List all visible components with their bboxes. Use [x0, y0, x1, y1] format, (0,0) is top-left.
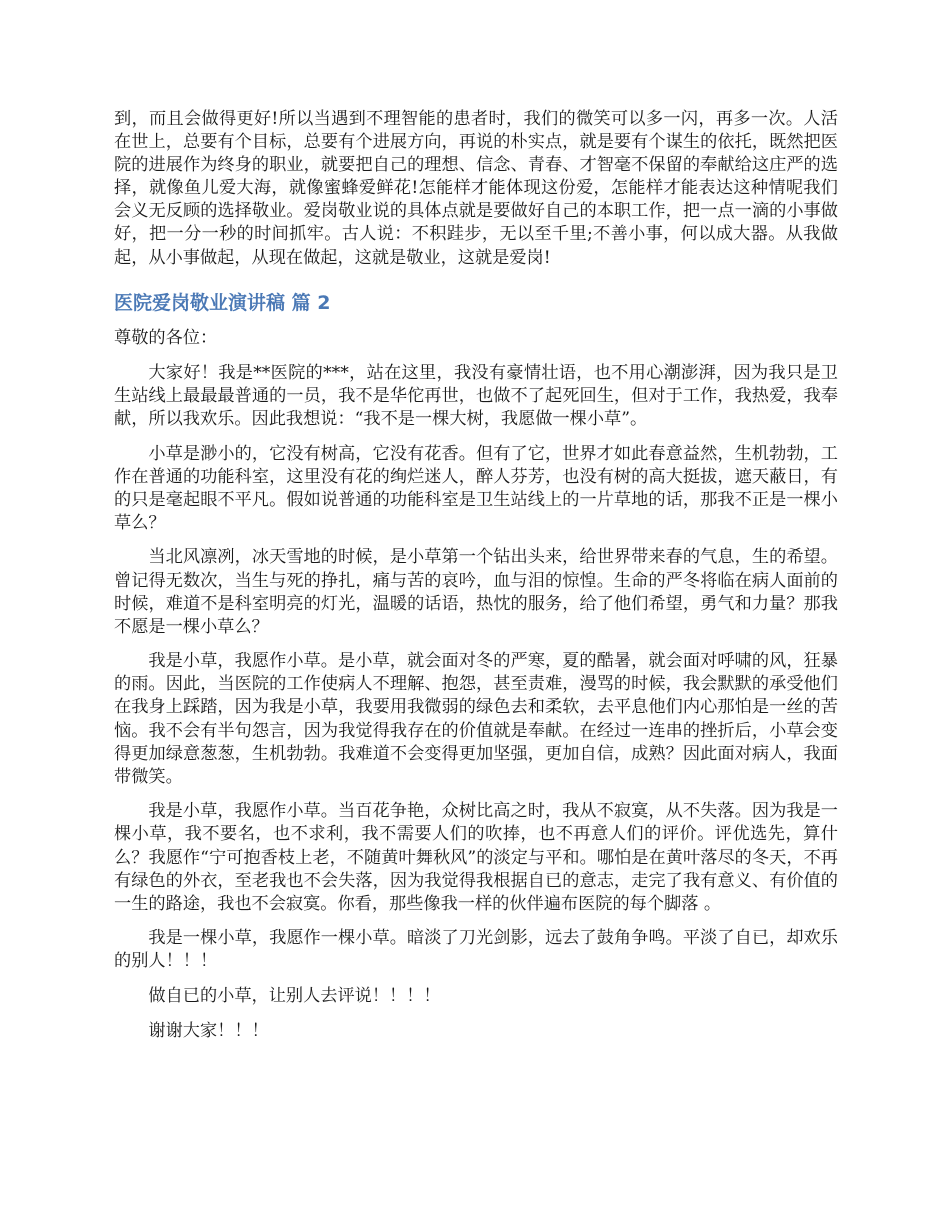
body-paragraph: 大家好！我是**医院的***，站在这里，我没有豪情壮语，也不用心潮澎湃，因为我只是卫生站线上最最最普通的一员，我不是华佗再世，也做不了起死回生，但对于工作，我热爱，我奉献，所以我欢乐。因此我想说：“我不是一棵大树，我愿做一棵小草”。: [114, 362, 838, 429]
intro-paragraph: 到，而且会做得更好!所以当遇到不理智能的患者时，我们的微笑可以多一闪，再多一次。人活在世上，总要有个目标，总要有个进展方向，再说的朴实点，就是要有个谋生的依托，既然把医院的进展作为终身的职业，就要把自己的理想、信念、青春、才智毫不保留的奉献给这庄严的选择，就像鱼儿爱大海，就像蜜蜂爱鲜花!怎能样才能体现这份爱，怎能样才能表达这种情呢我们会义无反顾的选择敬业。爱岗敬业说的具体点就是要做好自己的本职工作，把一点一滴的小事做好，把一分一秒的时间抓牢。古人说：不积跬步，无以至千里;不善小事，何以成大器。从我做起，从小事做起，从现在做起，这就是敬业，这就是爱岗!: [114, 109, 838, 268]
salutation: 尊敬的各位：: [114, 327, 218, 348]
closing-line: 谢谢大家！！！: [148, 1020, 269, 1041]
body-paragraph: 我是一棵小草，我愿作一棵小草。暗淡了刀光剑影，远去了鼓角争鸣。平淡了自已，却欢乐的别人！！！: [114, 928, 838, 972]
document-page: [114, 108, 838, 1043]
section-title: 医院爱岗敬业演讲稿 篇 2: [114, 291, 331, 314]
body-paragraph: 我是小草，我愿作小草。当百花争艳，众树比高之时，我从不寂寞，从不失落。因为我是一棵小草，我不要名，也不求利，我不需要人们的吹捧，也不再意人们的评价。评优选先，算什么？我愿作“宁可抱香枝上老，不随黄叶舞秋风”的淡定与平和。哪怕是在黄叶落尽的冬天，不再有绿色的外衣，至老我也不会失落，因为我觉得我根据自已的意志，走完了我有意义、有价值的一生的路途，我也不会寂寞。你看，那些像我一样的伙伴遍布医院的每个脚落 。: [114, 801, 838, 914]
body-paragraph: 小草是渺小的，它没有树高，它没有花香。但有了它，世界才如此春意益然，生机勃勃，工作在普通的功能科室，这里没有花的绚烂迷人，醉人芬芳，也没有树的高大挺拔，遮天蔽日，有的只是毫起眼不平凡。假如说普通的功能科室是卫生站线上的一片草地的话，那我不正是一棵小草么？: [114, 443, 838, 533]
body-paragraph: 当北风凛冽，冰天雪地的时候，是小草第一个钻出头来，给世界带来春的气息，生的希望。曾记得无数次，当生与死的挣扎，痛与苦的哀吟，血与泪的惊惶。生命的严冬将临在病人面前的时候，难道不是科室明亮的灯光，温暖的话语，热忱的服务，给了他们希望，勇气和力量？那我不愿是一棵小草么？: [114, 547, 838, 637]
body-paragraph: 我是小草，我愿作小草。是小草，就会面对冬的严寒，夏的酷暑，就会面对呼啸的风，狂暴的雨。因此，当医院的工作使病人不理解、抱怨，甚至责难，漫骂的时候，我会默默的承受他们在我身上踩踏，因为我是小草，我要用我微弱的绿色去和柔软，去平息他们内心那怕是一丝的苦恼。我不会有半句怨言，因为我觉得我存在的价值就是奉献。在经过一连串的挫折后，小草会变得更加绿意葱葱，生机勃勃。我难道不会变得更加坚强，更加自信，成熟？因此面对病人，我面带微笑。: [114, 651, 838, 787]
body-paragraph: 做自已的小草，让别人去评说！！！！: [148, 986, 441, 1006]
